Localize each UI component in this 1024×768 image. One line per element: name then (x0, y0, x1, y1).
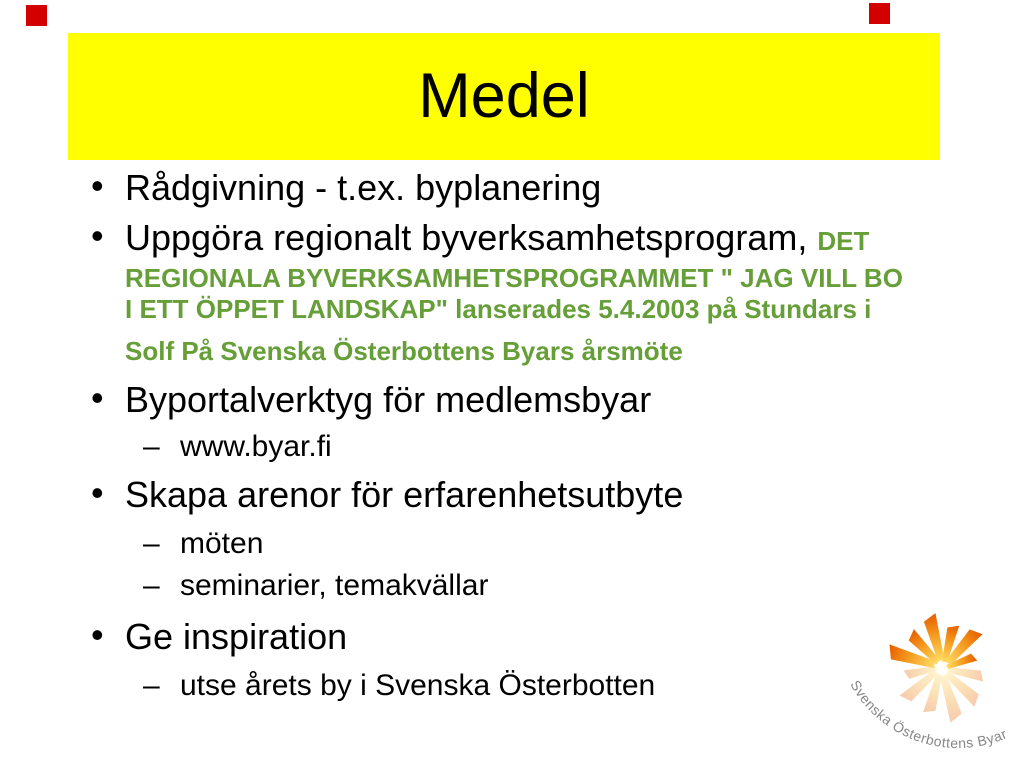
bullet-marker: • (91, 165, 104, 206)
bullet-marker: • (91, 377, 104, 418)
bullet-text: Ge inspiration (125, 616, 348, 657)
dash-marker: – (143, 527, 160, 560)
logo-text-curve (847, 677, 1009, 751)
bullet-item (90, 166, 1010, 210)
bullet-text: Byportalverktyg för medlemsbyar (125, 379, 652, 420)
sub-bullet-text: möten (180, 527, 264, 560)
highlighted-text-line: I ETT ÖPPET LANDSKAP" lanserades 5.4.2003 på Stundars i (125, 294, 872, 324)
sub-bullet-item (90, 429, 1010, 465)
red-corner-accent-left (26, 5, 47, 26)
bullet-marker: • (91, 215, 104, 256)
slide-title: Medel (418, 61, 590, 131)
bullet-marker: • (91, 614, 104, 655)
bullet-text: Rådgivning - t.ex. byplanering (125, 167, 602, 208)
sub-bullet-item (90, 526, 1010, 562)
sub-bullet-text: seminarier, temakvällar (180, 569, 489, 602)
organization-logo (840, 608, 1024, 768)
dash-marker: – (143, 669, 160, 702)
highlighted-text-line: REGIONALA BYVERKSAMHETSPROGRAMMET " JAG VILL BO (125, 263, 903, 293)
bullet-item (90, 473, 1010, 517)
dash-marker: – (143, 569, 160, 602)
sub-bullet-item (90, 568, 1010, 604)
bullet-item (90, 216, 1010, 263)
sub-bullet-text: www.byar.fi (180, 430, 332, 463)
bullet-text: Skapa arenor för erfarenhetsutbyte (125, 474, 684, 515)
bullet-marker: • (91, 472, 104, 513)
starburst-icon (884, 613, 986, 723)
bullet-item (90, 378, 1010, 422)
logo-text: Svenska Österbottens Byar (847, 677, 1010, 752)
sub-bullet-text: utse årets by i Svenska Österbotten (180, 669, 656, 702)
bullet-text: Uppgöra regionalt byverksamhetsprogram, (125, 217, 808, 258)
red-corner-accent-right (869, 3, 890, 24)
highlighted-text: DET (817, 226, 870, 256)
title-banner (68, 33, 940, 160)
highlighted-text-line: Solf På Svenska Österbottens Byars årsmöte (125, 336, 683, 366)
dash-marker: – (143, 430, 160, 463)
